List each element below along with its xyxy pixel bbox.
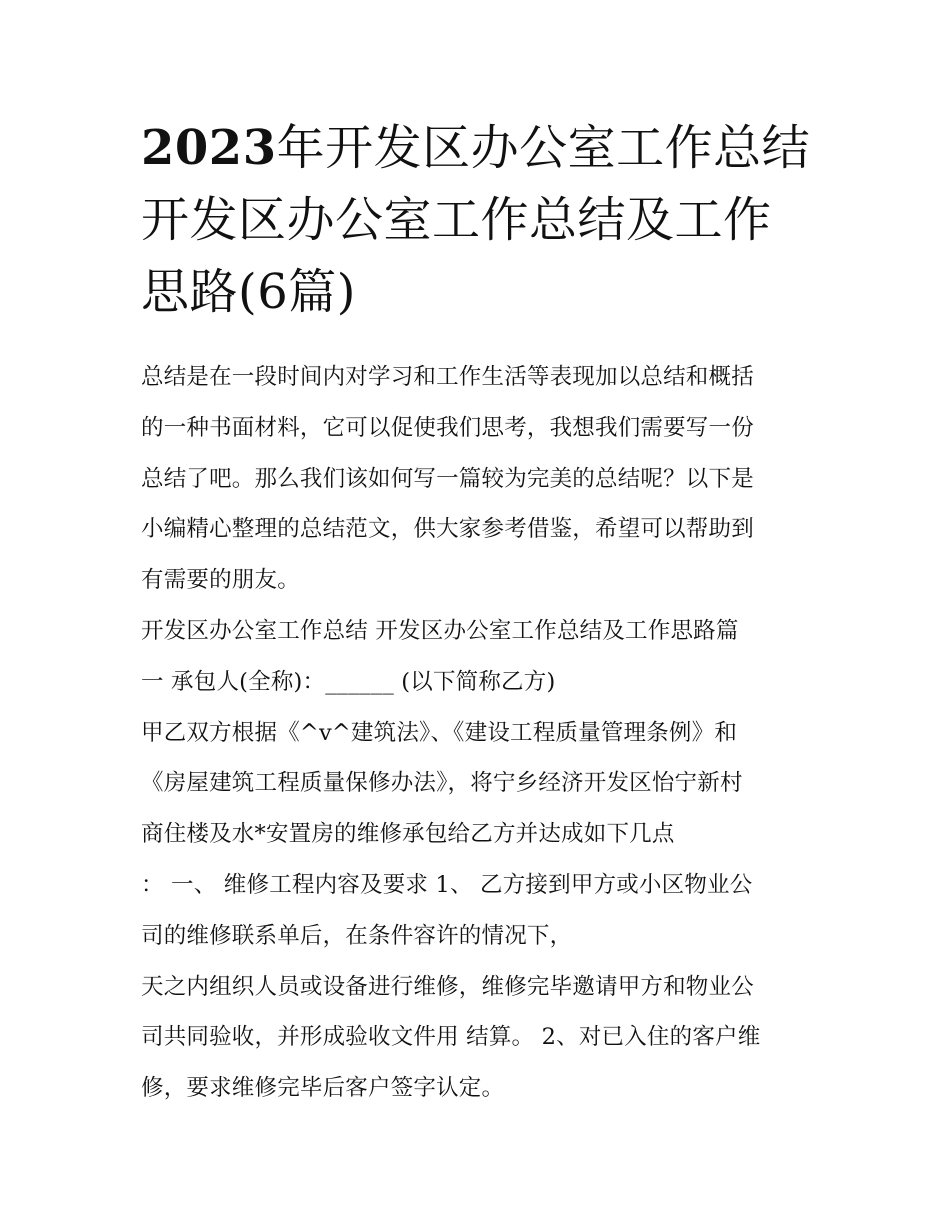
body-line: 总结是在一段时间内对学习和工作生活等表现加以总结和概括 — [141, 364, 754, 390]
body-line: 小编精心整理的总结范文，供大家参考借鉴，希望可以帮助到 — [141, 516, 754, 543]
title-line-1 — [141, 112, 821, 184]
title-line-2: 开发区办公室工作总结及工作 — [141, 192, 772, 248]
body-line: 甲乙双方根据《^v^建筑法》、《建设工程质量管理条例》和 — [141, 719, 738, 746]
title-line-3: 思路(6篇) — [141, 264, 356, 320]
body-line: 总结了吧。那么我们该如何写一篇较为完美的总结呢？以下是 — [141, 465, 754, 492]
body-line: 司的维修联系单后，在条件容许的情况下， — [141, 922, 573, 949]
body-line: 开发区办公室工作总结 开发区办公室工作总结及工作思路篇 — [141, 617, 739, 644]
body-line: 商住楼及水*安置房的维修承包给乙方并达成如下几点 — [141, 821, 675, 848]
document-body — [141, 352, 821, 1114]
body-line: 一 承包人(全称)：______ (以下简称乙方) — [141, 668, 556, 695]
document-title — [141, 112, 821, 328]
body-line: 司共同验收，并形成验收文件用 结算。 2、对已入住的客户维 — [141, 1024, 761, 1051]
body-line: 的一种书面材料，它可以促使我们思考，我想我们需要写一份 — [141, 414, 754, 441]
body-line: 修，要求维修完毕后客户签字认定。 — [141, 1075, 505, 1102]
body-line: 天之内组织人员或设备进行维修，维修完毕邀请甲方和物业公 — [141, 973, 754, 1000]
title-line-1-text: 年开发区办公室工作总结 — [276, 120, 811, 176]
body-line: ： 一、 维修工程内容及要求 1、 乙方接到甲方或小区物业公 — [141, 871, 753, 898]
title-year: 2023 — [141, 120, 277, 176]
body-line: 有需要的朋友。 — [141, 567, 300, 594]
body-line: 《房屋建筑工程质量保修办法》，将宁乡经济开发区怡宁新村 — [141, 770, 743, 797]
